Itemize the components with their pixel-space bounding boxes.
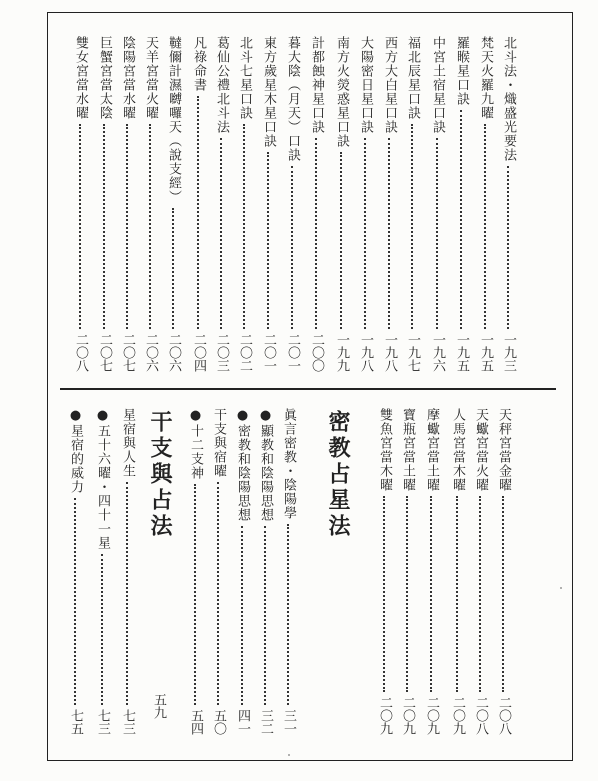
toc-entry-page: 一九八 [382,333,397,372]
toc-entry [378,36,400,372]
dot-leader [103,124,105,329]
toc-entry-title: ●星宿的威力 [68,408,83,494]
toc-entry-page: 一九九 [334,333,349,372]
dot-leader [267,152,269,329]
toc-entry [450,36,472,372]
toc-entry-title: 東方歲星木星口訣 [261,36,276,148]
toc-entry-page: 二〇三 [214,333,229,372]
section-heading: 干支與占法 [147,410,173,540]
toc-entry [446,408,468,735]
toc-entry-page: 一九五 [478,333,493,372]
toc-entry-page: 二〇七 [120,333,135,372]
dot-leader [264,526,266,705]
toc-entry [184,408,206,735]
dot-leader [507,166,509,329]
toc-entry-title: 凡祿命書 [191,36,206,92]
dot-leader [436,138,438,329]
toc-entry [91,408,113,735]
dot-leader [502,496,504,692]
dot-leader [340,152,342,329]
toc-entry-title: 寶瓶宮當土曜 [400,408,415,492]
dot-leader [194,484,196,705]
toc-entry [396,408,418,735]
toc-entry-title: ●五十六曜・四十一星 [95,408,110,550]
toc-entry [69,36,91,372]
toc-entry-page: 二〇一 [285,333,300,372]
toc-entry-page: 二〇八 [73,333,88,372]
toc-entry [281,36,303,372]
dot-leader [126,124,128,329]
toc-entry-page: 五九 [151,693,166,719]
dot-leader [101,554,103,705]
dot-leader [364,138,366,329]
toc-entry-title: 雙魚宮當木曜 [377,408,392,492]
toc-entry-page: 一九五 [454,333,469,372]
toc-entry-title: 福北辰星口訣 [405,36,420,120]
toc-entry-title: ●密教和陰陽思想 [235,408,250,522]
dot-leader [315,138,317,329]
toc-entry-page: 一九七 [405,333,420,372]
toc-entry [116,408,138,735]
section-heading: 密教占星法 [325,410,351,540]
toc-entry-title: 暮大陰（月天）口訣 [285,36,300,162]
toc-entry-title: 計都蝕神星口訣 [309,36,324,134]
toc-entry-page: 二〇九 [377,696,392,735]
dot-leader [243,124,245,329]
toc-entry-page: 四一 [235,709,250,735]
dot-leader [484,124,486,329]
dot-leader [460,110,462,329]
section-divider [60,388,556,390]
toc-entry-page: 二〇九 [424,696,439,735]
toc-entry [210,36,232,372]
toc-entry-page: 七三 [120,709,135,735]
toc-entry [330,36,352,372]
dot-leader [217,482,219,705]
dot-leader [388,138,390,329]
dot-leader [149,124,151,329]
toc-entry [254,408,276,735]
toc-entry-page: 二〇一 [261,333,276,372]
toc-entry [420,408,442,735]
toc-entry-title: 大陽密日星口訣 [358,36,373,134]
toc-entry-page: 三一 [281,709,296,735]
toc-entry-title: 干支與宿曜 [211,408,226,478]
toc-entry-page: 一九三 [501,333,516,372]
toc-entry-page: 七五 [68,709,83,735]
toc-entry-title: 南方火熒惑星口訣 [334,36,349,148]
toc-entry [492,408,514,735]
toc-entry-title: 星宿與人生 [120,408,135,478]
toc-entry-page: 二〇六 [166,333,181,372]
dot-leader [126,482,128,705]
toc-entry-page: 五四 [188,709,203,735]
paper-speck [560,587,562,589]
toc-entry-page: 二〇八 [496,696,511,735]
toc-entry-title: 西方大白星口訣 [382,36,397,134]
toc-entry-title: 陰陽宮當水曜 [120,36,135,120]
toc-entry-page: 一九八 [358,333,373,372]
paper-speck [288,754,290,756]
dot-leader [197,96,199,329]
toc-entry-title: ●顯教和陰陽思想 [258,408,273,522]
toc-entry [162,36,184,372]
dot-leader [220,138,222,329]
toc-entry [231,408,253,735]
dot-leader [479,496,481,692]
toc-entry-title: 北斗法・熾盛光要法 [501,36,516,162]
dot-leader [406,496,408,692]
toc-entry-title: 雙女宮當水曜 [73,36,88,120]
toc-entry-title: 中宮土宿星口訣 [430,36,445,134]
toc-entry-page: 一九六 [430,333,445,372]
dot-leader [291,166,293,329]
toc-entry [187,36,209,372]
dot-leader [74,498,76,705]
toc-entry-title: 眞言密教・陰陽學 [281,408,296,520]
toc-entry-page: 二〇二 [237,333,252,372]
toc-entry-title: ●十二支神 [188,408,203,480]
toc-entry-title: 天秤宮當金曜 [496,408,511,492]
toc-entry-title: 梵天火羅九曜 [478,36,493,120]
toc-entry [426,36,448,372]
toc-entry [233,36,255,372]
toc-entry-page: 二〇九 [400,696,415,735]
toc-entry-title: 葛仙公禮北斗法 [214,36,229,134]
toc-entry [469,408,491,735]
toc-entry [139,36,161,372]
toc-entry [497,36,519,372]
toc-entry [93,36,115,372]
toc-entry-title: 北斗七星口訣 [237,36,252,120]
dot-leader [172,208,174,329]
toc-entry-page: 二〇四 [191,333,206,372]
toc-entry [401,36,423,372]
toc-entry [64,408,86,735]
dot-leader [383,496,385,692]
toc-entry [257,36,279,372]
toc-entry-page: 五〇 [211,709,226,735]
toc-entry-page: 三二 [258,709,273,735]
dot-leader [287,524,289,705]
toc-entry-title: 韃儞計濕嚩囉天（說支經） [166,36,181,204]
toc-entry [373,408,395,735]
toc-entry [474,36,496,372]
toc-entry-title: 天蠍宮當火曜 [473,408,488,492]
toc-entry [354,36,376,372]
toc-entry-title: 天羊宮當火曜 [143,36,158,120]
toc-entry [305,36,327,372]
toc-entry-title: 巨蟹宮當太陰 [97,36,112,120]
toc-entry-page: 二〇九 [450,696,465,735]
toc-entry [277,408,299,735]
dot-leader [241,526,243,705]
toc-entry-page: 二〇七 [97,333,112,372]
toc-entry-title: 羅睺星口訣 [454,36,469,106]
toc-entry-page: 七三 [95,709,110,735]
dot-leader [456,496,458,692]
toc-entry-title: 摩蠍宮當土曜 [424,408,439,492]
dot-leader [430,496,432,692]
toc-entry-page: 二〇〇 [309,333,324,372]
dot-leader [79,124,81,329]
dot-leader [411,124,413,329]
toc-entry-page: 二〇六 [143,333,158,372]
toc-entry-title: 人馬宮當木曜 [450,408,465,492]
toc-entry-page: 二〇八 [473,696,488,735]
toc-entry [207,408,229,735]
toc-entry [116,36,138,372]
